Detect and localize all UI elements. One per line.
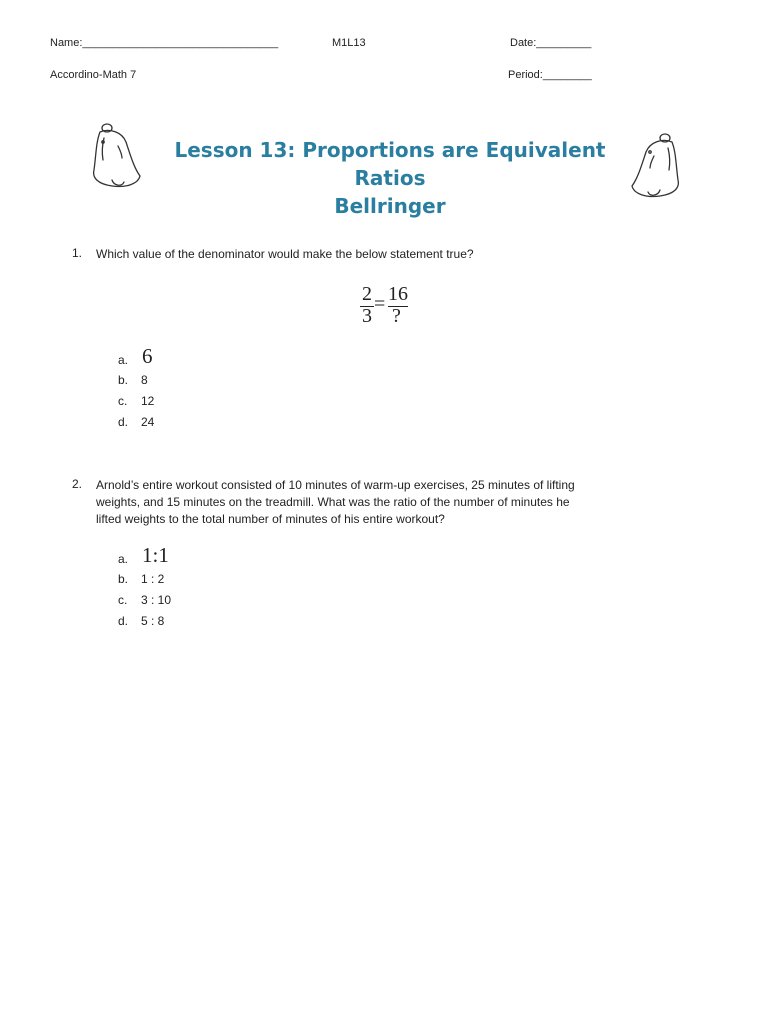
title-line-2: Bellringer xyxy=(334,194,446,218)
question-1-text: Which value of the denominator would make the below statement true? xyxy=(96,247,474,261)
bell-icon xyxy=(90,120,142,190)
left-numerator: 2 xyxy=(362,283,372,305)
name-field-label: Name:________________________________ xyxy=(50,37,279,49)
left-denominator: 3 xyxy=(362,305,372,327)
teacher-class-label: Accordino-Math 7 xyxy=(50,69,137,81)
option-value: 1 : 2 xyxy=(141,572,165,586)
right-numerator: 16 xyxy=(388,283,408,305)
lesson-code: M1L13 xyxy=(332,37,366,49)
equals-sign: = xyxy=(374,293,386,315)
option-letter: c. xyxy=(118,593,128,607)
title-line-1: Lesson 13: Proportions are Equivalent Ratios xyxy=(174,138,606,190)
option-value: 8 xyxy=(141,373,148,387)
worksheet-title xyxy=(140,136,640,220)
date-field-label: Date:_________ xyxy=(510,37,592,49)
option-letter: c. xyxy=(118,394,128,408)
option-value: 3 : 10 xyxy=(141,593,172,607)
option-letter: b. xyxy=(118,572,129,586)
option-value: 6 xyxy=(142,344,153,368)
option-value: 24 xyxy=(141,415,155,429)
option-letter: b. xyxy=(118,373,129,387)
option-letter: d. xyxy=(118,415,129,429)
question-2-text-line: weights, and 15 minutes on the treadmill. What was the ratio of the number of minutes he xyxy=(96,495,570,509)
question-1-number: 1. xyxy=(72,246,83,260)
period-field-label: Period:________ xyxy=(508,69,592,81)
option-value: 12 xyxy=(141,394,155,408)
option-value: 1:1 xyxy=(142,543,169,567)
option-letter: d. xyxy=(118,614,129,628)
right-denominator: ? xyxy=(392,305,401,327)
question-2-text-line: lifted weights to the total number of minutes of his entire workout? xyxy=(96,512,445,526)
question-2-number: 2. xyxy=(72,477,83,491)
option-letter: a. xyxy=(118,552,129,566)
option-value: 5 : 8 xyxy=(141,614,165,628)
question-2-text-line: Arnold’s entire workout consisted of 10 minutes of warm-up exercises, 25 minutes of lifting xyxy=(96,478,575,492)
option-letter: a. xyxy=(118,353,129,367)
